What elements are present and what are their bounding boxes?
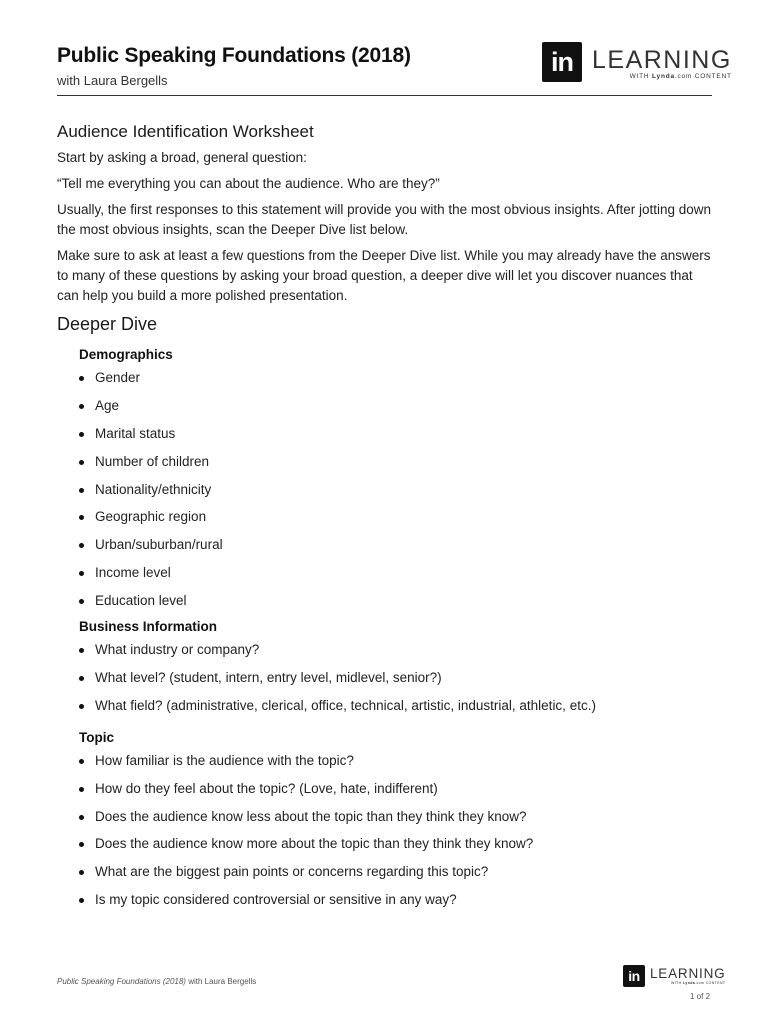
- list-item: Is my topic considered controversial or sensitive in any way?: [79, 890, 717, 910]
- bullet-icon: [79, 759, 84, 764]
- bullet-icon: [79, 815, 84, 820]
- logo-wordmark: LEARNING: [592, 46, 732, 74]
- intro-paragraph: Start by asking a broad, general question:: [57, 150, 307, 165]
- list-item: What field? (administrative, clerical, office, technical, artistic, industrial, athletic, etc.): [79, 696, 717, 716]
- bullet-icon: [79, 676, 84, 681]
- footer-linkedin-learning-logo: [623, 965, 725, 987]
- list-item: What are the biggest pain points or concerns regarding this topic?: [79, 862, 717, 882]
- bullet-icon: [79, 404, 84, 409]
- list-item: Marital status: [79, 424, 717, 444]
- document-header: [57, 44, 732, 96]
- demographics-section: [79, 347, 717, 611]
- bullet-icon: [79, 842, 84, 847]
- insights-paragraph: Usually, the first responses to this statement will provide you with the most obvious insights. After jotting down the most obvious insights, scan the Deeper Dive list below.: [57, 202, 712, 237]
- deeper-dive-heading: Deeper Dive: [57, 314, 158, 334]
- list-item: Urban/suburban/rural: [79, 535, 717, 555]
- list-item: Age: [79, 396, 717, 416]
- bullet-icon: [79, 543, 84, 548]
- list-item: Geographic region: [79, 507, 717, 527]
- list-item: What level? (student, intern, entry level, midlevel, senior?): [79, 668, 717, 688]
- bullet-icon: [79, 376, 84, 381]
- bullet-icon: [79, 488, 84, 493]
- topic-section: [79, 730, 717, 910]
- list-item: How do they feel about the topic? (Love, hate, indifferent): [79, 779, 717, 799]
- deeper-dive-paragraph: Make sure to ask at least a few questions from the Deeper Dive list. While you may already have the answers to many of these questions by asking your broad question, a deeper dive will let you discover nuances that can help you build a more polished presentation.: [57, 248, 711, 303]
- bullet-icon: [79, 898, 84, 903]
- list-item: How familiar is the audience with the topic?: [79, 751, 717, 771]
- logo-tagline: WITH Lynda.com CONTENT: [629, 73, 732, 80]
- worksheet-content: [57, 122, 717, 918]
- bullet-icon: [79, 599, 84, 604]
- bullet-icon: [79, 460, 84, 465]
- list-item: Number of children: [79, 452, 717, 472]
- business-information-section: [79, 619, 717, 716]
- list-item: Gender: [79, 368, 717, 388]
- linkedin-learning-logo: [542, 42, 732, 82]
- business-information-list: [79, 640, 717, 716]
- footer-course-credit: Public Speaking Foundations (2018) with Laura Bergells: [57, 977, 257, 986]
- linkedin-in-icon: in: [623, 965, 645, 987]
- bullet-icon: [79, 432, 84, 437]
- bullet-icon: [79, 704, 84, 709]
- list-item: What industry or company?: [79, 640, 717, 660]
- worksheet-title: Audience Identification Worksheet: [57, 122, 314, 141]
- list-item: Income level: [79, 563, 717, 583]
- list-item: Education level: [79, 591, 717, 611]
- demographics-list: [79, 368, 717, 611]
- demographics-heading: Demographics: [79, 347, 173, 362]
- business-information-heading: Business Information: [79, 619, 218, 635]
- topic-list: [79, 751, 717, 910]
- topic-heading: Topic: [79, 729, 114, 745]
- bullet-icon: [79, 515, 84, 520]
- linkedin-in-icon: in: [542, 42, 582, 82]
- document-subtitle: with Laura Bergells: [57, 73, 168, 88]
- bullet-icon: [79, 787, 84, 792]
- bullet-icon: [79, 870, 84, 875]
- list-item: Nationality/ethnicity: [79, 480, 717, 500]
- logo-wordmark: LEARNING: [650, 966, 726, 981]
- bullet-icon: [79, 571, 84, 576]
- document-title: Public Speaking Foundations (2018): [57, 44, 411, 67]
- bullet-icon: [79, 648, 84, 653]
- list-item: Does the audience know more about the topic than they think they know?: [79, 834, 717, 854]
- broad-question-paragraph: “Tell me everything you can about the audience. Who are they?”: [57, 176, 440, 191]
- page-number: 1 of 2: [690, 992, 711, 1001]
- logo-tagline: WITH Lynda.com CONTENT: [671, 981, 726, 985]
- list-item: Does the audience know less about the topic than they think they know?: [79, 807, 717, 827]
